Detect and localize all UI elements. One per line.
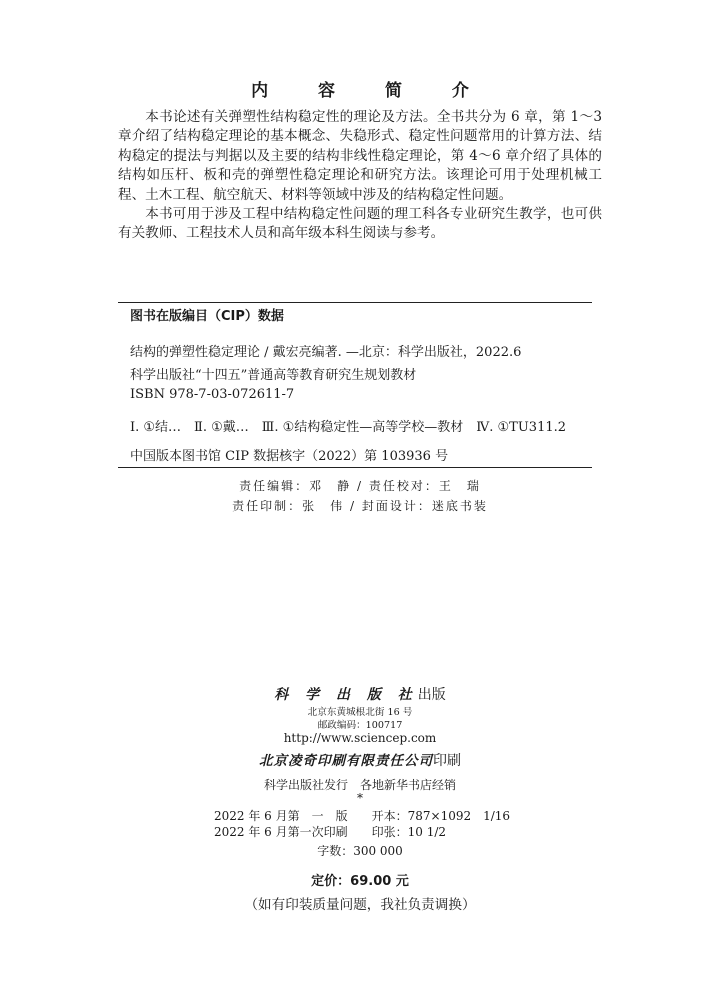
distribution-line: 科学出版社发行 各地新华书店经销	[263, 778, 456, 792]
intro-paragraph-1: 本书论述有关弹塑性结构稳定性的理论及方法。全书共分为 6 章，第 1～3 章介绍了结构稳定理论的基本概念、失稳形式、稳定性问题常用的计算方法、结构稳定的提法与判据以及主要的结构非线性稳定理论，第 4～6 章介绍了具体的结构如压杆、板和壳的弹塑性稳定理论和研究方法。该理论可用于处理机械工程、土木工程、航空航天、材料等领域中涉及的结构稳定性问题。	[118, 109, 602, 203]
cip-top-rule	[118, 302, 592, 303]
cip-title-line: 结构的弹塑性稳定理论 / 戴宏亮编著. —北京：科学出版社，2022.6	[130, 345, 522, 360]
intro-text	[118, 108, 602, 244]
cip-series-line: 科学出版社“十四五”普通高等教育研究生规划教材	[130, 368, 417, 383]
price: 定价：69.00 元	[311, 874, 409, 889]
word-count: 字数：300 000	[317, 844, 403, 858]
publisher-line	[0, 684, 720, 704]
cip-isbn-line: ISBN 978-7-03-072611-7	[130, 387, 295, 402]
printer-name: 北京凌奇印刷有限责任公司	[259, 753, 433, 769]
printer-line	[0, 749, 720, 770]
publisher-postcode: 邮政编码：100717	[317, 720, 403, 731]
separator-star: *	[357, 791, 363, 805]
credits-editor-line: 责任编辑：邓 静 / 责任校对：王 瑞	[239, 479, 481, 493]
printer-suffix: 印刷	[433, 753, 461, 769]
intro-paragraph-2: 本书可用于涉及工程中结构稳定性问题的理工科各专业研究生教学，也可供有关教师、工程技术人员和高年级本科生阅读与参考。	[118, 206, 602, 242]
printing-line: 2022 年 6 月第一次印刷 印张：10 1/2	[214, 825, 447, 839]
quality-notice: （如有印装质量问题，我社负责调换）	[244, 897, 476, 913]
credits-printing-line: 责任印制：张 伟 / 封面设计：迷底书装	[232, 499, 488, 513]
edition-line: 2022 年 6 月第 一 版 开本：787×1092 1/16	[214, 809, 511, 823]
cip-heading: 图书在版编目（CIP）数据	[130, 309, 284, 324]
page-title: 内 容 简 介	[251, 81, 491, 101]
publisher-name: 科 学 出 版 社	[274, 687, 418, 703]
cip-bottom-rule	[118, 467, 592, 468]
publisher-url: http://www.sciencep.com	[283, 731, 437, 745]
cip-classification-line: Ⅰ. ①结… Ⅱ. ①戴… Ⅲ. ①结构稳定性—高等学校—教材 Ⅳ. ①TU311.2	[130, 420, 567, 435]
cip-record-line: 中国版本图书馆 CIP 数据核字（2022）第 103936 号	[130, 449, 449, 464]
publisher-address: 北京东黄城根北街 16 号	[307, 707, 413, 718]
publisher-suffix: 出版	[417, 687, 446, 703]
